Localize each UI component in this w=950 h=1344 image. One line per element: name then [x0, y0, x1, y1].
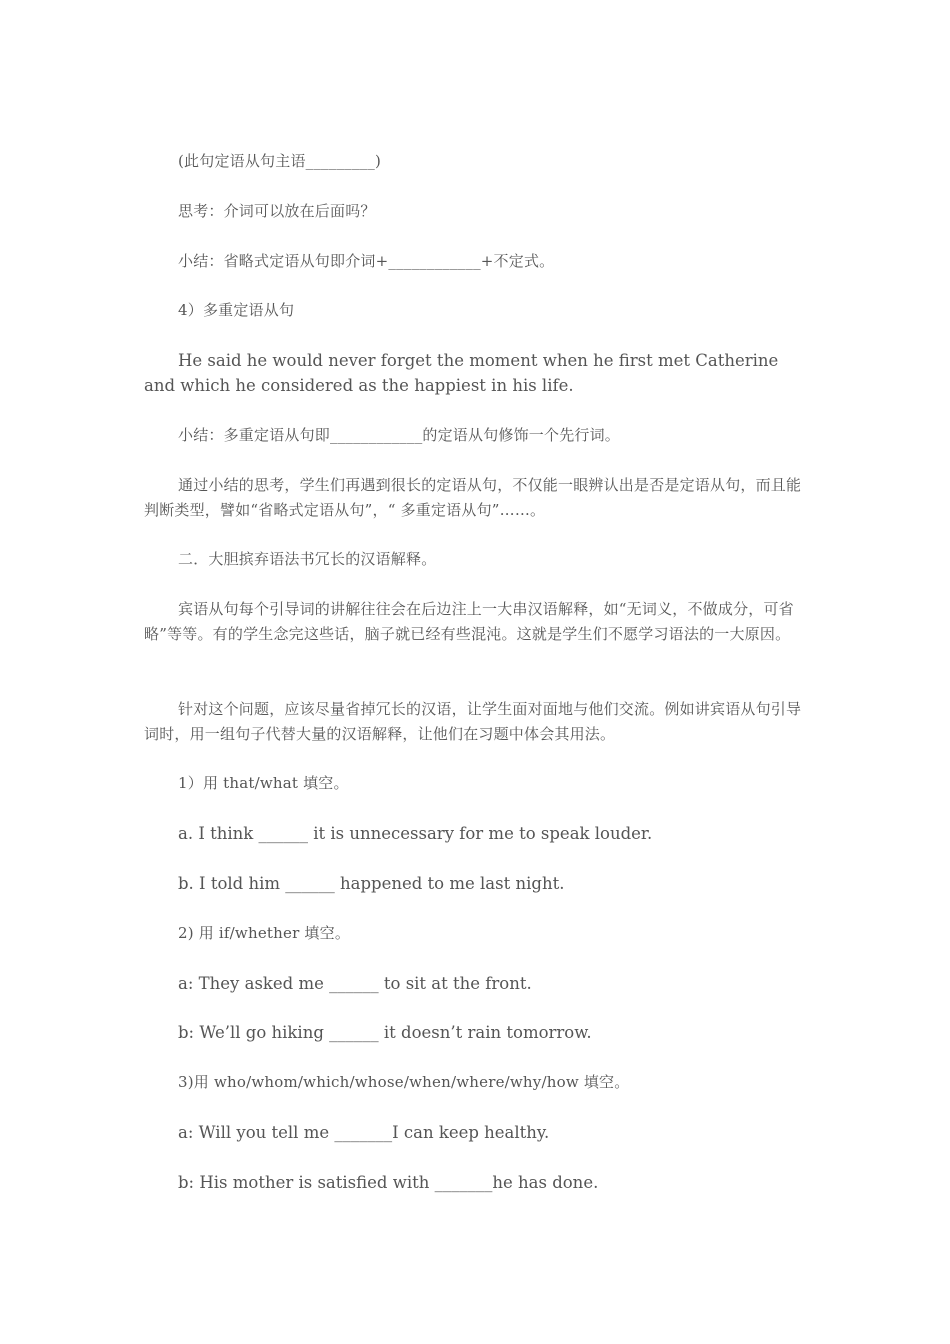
paragraph-summary-multiple-clauses: 小结：多重定语从句即____________的定语从句修饰一个先行词。 — [178, 426, 621, 444]
paragraph-solution: 针对这个问题，应该尽量省掉冗长的汉语，让学生面对面地与他们交流。例如讲宾语从句引导词时，用一组句子代替大量的汉语解释，让他们在习题中体会其用法。 — [144, 700, 802, 743]
exercise-3a: a: Will you tell me _______I can keep healthy. — [178, 1123, 550, 1142]
exercise-heading-3: 3)用 who/whom/which/whose/when/where/why/how 填空。 — [178, 1073, 630, 1091]
section-heading-multiple-clauses: 4）多重定语从句 — [178, 301, 295, 319]
section-heading-two: 二．大胆摈弃语法书冗长的汉语解释。 — [178, 550, 437, 568]
exercise-heading-2: 2) 用 if/whether 填空。 — [178, 924, 351, 942]
paragraph-thinking-question: 思考：介词可以放在后面吗？ — [178, 202, 376, 220]
exercise-1a: a. I think ______ it is unnecessary for me to speak louder. — [178, 824, 653, 843]
paragraph-summary-omitted-clause: 小结：省略式定语从句即介词+____________+不定式。 — [178, 252, 555, 270]
paragraph-reflection: 通过小结的思考，学生们再遇到很长的定语从句，不仅能一眼辨认出是否是定语从句，而且能判断类型，譬如“省略式定语从句”，“ 多重定语从句”……。 — [144, 476, 802, 519]
exercise-2b: b: We’ll go hiking ______ it doesn’t rain tomorrow. — [178, 1023, 592, 1042]
paragraph-object-clause-explanation: 宾语从句每个引导词的讲解往往会在后边注上一大串汉语解释，如“无词义，不做成分，可省略”等等。有的学生念完这些话，脑子就已经有些混沌。这就是学生们不愿学习语法的一大原因。 — [144, 600, 794, 643]
exercise-2a: a: They asked me ______ to sit at the front. — [178, 974, 532, 993]
exercise-1b: b. I told him ______ happened to me last night. — [178, 874, 565, 893]
paragraph-example-sentence: He said he would never forget the moment when he first met Catherine and which he considered as the happiest in his life. — [144, 351, 779, 395]
exercise-heading-1: 1）用 that/what 填空。 — [178, 774, 349, 792]
paragraph-subject-blank: (此句定语从句主语_________) — [178, 152, 382, 170]
exercise-3b: b: His mother is satisfied with _______he has done. — [178, 1173, 599, 1192]
